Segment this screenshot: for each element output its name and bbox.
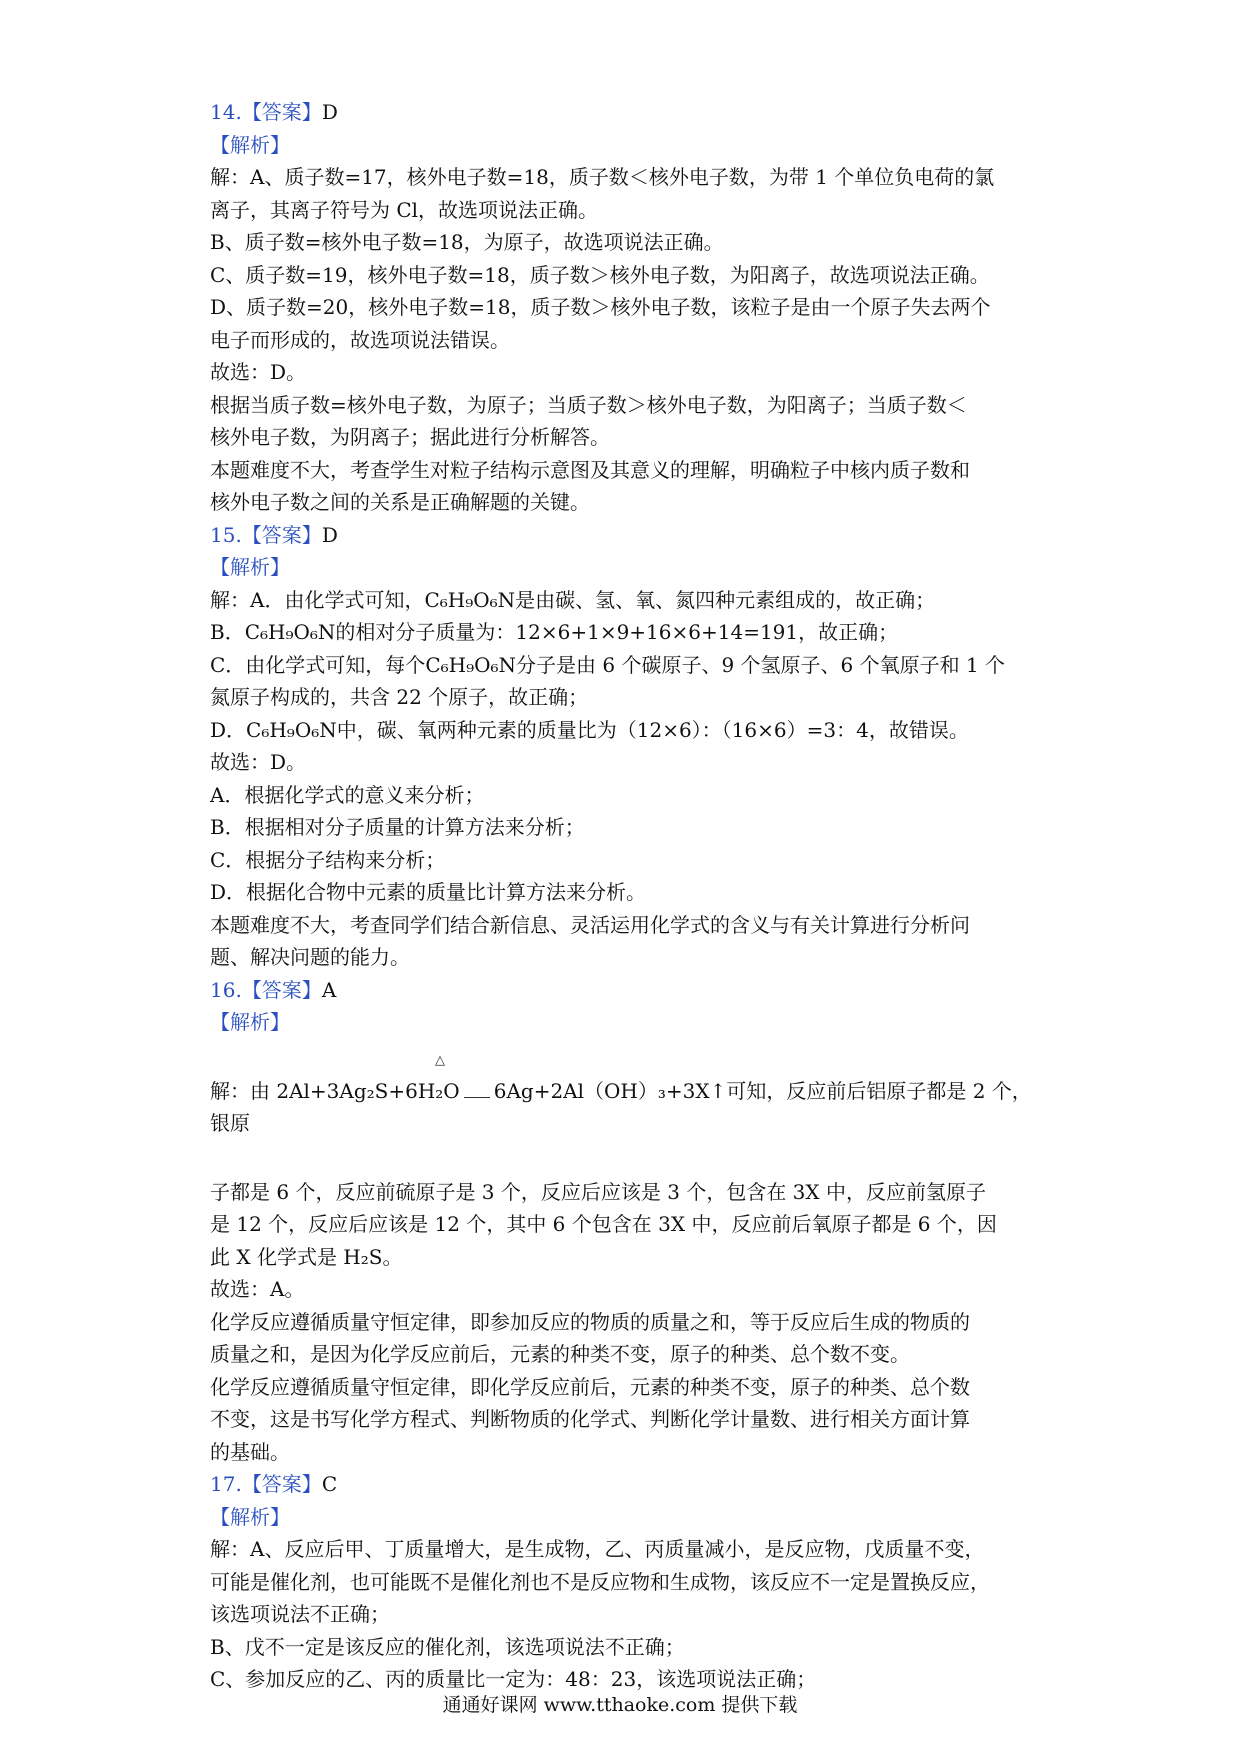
q14-line: 解：A、质子数=17，核外电子数=18，质子数＜核外电子数，为带 1 个单位负电荷的氯	[210, 165, 995, 189]
q17-line: C、参加反应的乙、丙的质量比一定为：48：23，该选项说法正确；	[210, 1667, 817, 1691]
q14-line: 核外电子数之间的关系是正确解题的关键。	[210, 490, 590, 514]
q16-reactants: 解：由 2Al+3Ag₂S+6H₂O	[210, 1078, 460, 1103]
q17-line: 可能是催化剂，也可能既不是催化剂也不是反应物和生成物，该反应不一定是置换反应，	[210, 1569, 990, 1594]
q16-equation	[210, 1052, 1050, 1140]
q15-text: 是由碳、氢、氧、氮四种元素组成的，故正确；	[515, 587, 936, 612]
q15-analysis-tag: 【解析】	[210, 555, 290, 579]
q17-analysis-tag: 【解析】	[210, 1504, 290, 1529]
q14-analysis-tag: 【解析】	[210, 132, 290, 157]
q15-line: B．根据相对分子质量的计算方法来分析；	[210, 815, 585, 839]
q16-answer: A	[321, 977, 337, 1002]
q14-line: B、质子数=核外电子数=18，为原子，故选项说法正确。	[210, 230, 724, 254]
formula-c6h9o6n: C₆H₉O₆N	[424, 587, 516, 612]
q15-line: 本题难度不大，考查同学们结合新信息、灵活运用化学式的含义与有关计算进行分析问	[210, 912, 970, 937]
q17-line: B、戊不一定是该反应的催化剂，该选项说法不正确；	[210, 1634, 685, 1659]
q14-line: 核外电子数，为阴离子；据此进行分析解答。	[210, 425, 610, 449]
q17-answer-tag: 【答案】	[241, 1472, 322, 1496]
q16-line: 质量之和，是因为化学反应前后，元素的种类不变，原子的种类、总个数不变。	[210, 1342, 910, 1366]
q15-line: 氮原子构成的，共含 22 个原子，故正确；	[210, 685, 589, 709]
formula-c6h9o6n: C₆H₉O₆N	[246, 717, 337, 742]
document-body	[210, 96, 1050, 1696]
q14-header	[210, 96, 1050, 129]
formula-c6h9o6n: C₆H₉O₆N	[425, 652, 517, 677]
q14-line: 故选：D。	[210, 360, 307, 384]
q15-text: B．	[210, 620, 245, 644]
q17-header	[210, 1468, 1050, 1501]
q14-line: 根据当质子数=核外电子数，为原子；当质子数＞核外电子数，为阳离子；当质子数＜	[210, 392, 967, 417]
q14-line: 本题难度不大，考查学生对粒子结构示意图及其意义的理解，明确粒子中核内质子数和	[210, 457, 970, 482]
q17-line: 该选项说法不正确；	[210, 1602, 390, 1626]
q16-equation-line	[210, 1075, 1050, 1140]
heat-delta-symbol: △	[435, 1052, 445, 1068]
q17-answer: C	[321, 1472, 338, 1496]
q15-text: 的相对分子质量为：12×6+1×9+16×6+14=191，故正确；	[335, 620, 899, 644]
q16-number: 16.	[210, 977, 242, 1002]
q15-line: A．根据化学式的意义来分析；	[210, 782, 485, 807]
q14-line: 电子而形成的，故选项说法错误。	[210, 327, 510, 352]
q14-number: 14.	[210, 100, 242, 124]
q15-text: D．	[210, 717, 247, 742]
q17-line: 解：A、反应后甲、丁质量增大，是生成物，乙、丙质量减小，是反应物，戊质量不变，	[210, 1537, 985, 1561]
q17-number: 17.	[210, 1472, 242, 1496]
q15-line	[210, 714, 1050, 747]
q16-answer-tag: 【答案】	[241, 977, 322, 1002]
page-footer: 通通好课网 www.tthaoke.com 提供下载	[442, 1694, 798, 1716]
reaction-equals-sign	[464, 1087, 490, 1098]
q15-line	[210, 649, 1050, 682]
q15-text: 解：A．由化学式可知，	[210, 587, 425, 612]
q15-number: 15.	[210, 522, 242, 547]
q15-text: 中，碳、氧两种元素的质量比为（12×6）：（16×6）=3：4，故错误。	[336, 717, 969, 742]
q16-line: 是 12 个，反应后应该是 12 个，其中 6 个包含在 3X 中，反应前后氧原子都是 6 个，因	[210, 1212, 997, 1236]
q15-answer: D	[321, 522, 338, 547]
q14-line: D、质子数=20，核外电子数=18，质子数＞核外电子数，该粒子是由一个原子失去两个	[210, 295, 991, 319]
q16-analysis-tag: 【解析】	[210, 1010, 290, 1034]
q15-line	[210, 616, 1050, 649]
q16-products: 6Ag+2Al（OH）₃+3X↑可知，反应前后铝原子都是 2 个，银原	[210, 1078, 1032, 1135]
q16-line: 故选：A。	[210, 1277, 305, 1301]
q16-line: 化学反应遵循质量守恒定律，即化学反应前后，元素的种类不变，原子的种类、总个数	[210, 1374, 970, 1399]
q15-text: 分子是由 6 个碳原子、9 个氢原子、6 个氧原子和 1 个	[516, 652, 1006, 677]
q15-answer-tag: 【答案】	[241, 522, 322, 547]
q15-line: C．根据分子结构来分析；	[210, 847, 446, 872]
q14-line: C、质子数=19，核外电子数=18，质子数＞核外电子数，为阳离子，故选项说法正确。	[210, 262, 990, 287]
q14-line: 离子，其离子符号为 Cl，故选项说法正确。	[210, 197, 599, 222]
formula-c6h9o6n: C₆H₉O₆N	[244, 620, 336, 644]
q16-line: 子都是 6 个，反应前硫原子是 3 个，反应后应该是 3 个，包含在 3X 中，反应前氢原子	[210, 1179, 986, 1204]
q16-header	[210, 974, 1050, 1007]
q15-header	[210, 519, 1050, 552]
spacer	[210, 1140, 1050, 1176]
q15-line: D．根据化合物中元素的质量比计算方法来分析。	[210, 880, 647, 904]
q15-text: C．由化学式可知，每个	[210, 652, 426, 677]
q16-line: 的基础。	[210, 1439, 290, 1464]
q14-answer-tag: 【答案】	[241, 100, 322, 124]
q15-line: 故选：D。	[210, 750, 307, 774]
q15-line: 题、解决问题的能力。	[210, 945, 410, 969]
q15-line	[210, 584, 1050, 617]
q16-line: 化学反应遵循质量守恒定律，即参加反应的物质的质量之和，等于反应后生成的物质的	[210, 1309, 970, 1334]
q16-line: 此 X 化学式是 H₂S。	[210, 1244, 403, 1269]
q14-answer: D	[321, 100, 338, 124]
q16-line: 不变，这是书写化学方程式、判断物质的化学式、判断化学计量数、进行相关方面计算	[210, 1407, 970, 1431]
